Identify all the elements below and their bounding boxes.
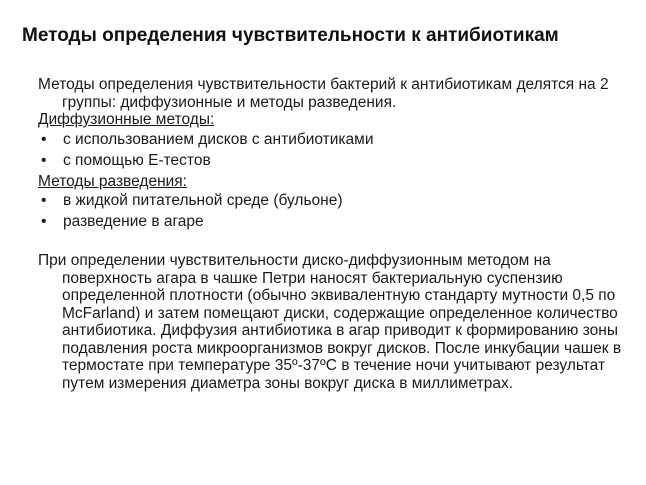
list-item-text: с помощью Е-тестов xyxy=(63,151,211,169)
list-item xyxy=(38,152,628,170)
list-item xyxy=(38,192,628,210)
spacer xyxy=(38,234,628,252)
dilution-methods-list xyxy=(38,192,628,231)
list-item-text: разведение в агаре xyxy=(63,213,204,230)
list-item xyxy=(38,131,628,149)
dilution-methods-heading: Методы разведения: xyxy=(38,172,187,190)
slide-content xyxy=(38,76,628,392)
bullet-icon: • xyxy=(41,130,47,148)
slide-title: Методы определения чувствительности к антибиотикам xyxy=(22,25,559,46)
bullet-icon: • xyxy=(41,213,47,230)
intro-paragraph: Методы определения чувствительности бактерий к антибиотикам делятся на 2 группы: диффузионные и методы разведения. xyxy=(38,76,609,111)
list-item xyxy=(38,213,628,231)
list-item-text: в жидкой питательной среде (бульоне) xyxy=(63,192,343,209)
diffusion-methods-heading: Диффузионные методы: xyxy=(38,111,215,128)
disk-diffusion-description: При определении чувствительности диско-диффузионным методом на поверхность агара в чашке Петри наносят бактериальную суспензию определенной плотности (обычно эквивалентную стандарту мутности 0,5 по McFarland) и затем помещают диски, содержащие определенное количество антибиотика. Диффузия антибиотика в агар приводит к формированию зоны подавления роста микроорганизмов вокруг дисков. После инкубации чашек в термостате при температуре 35º-37ºС в течение ночи учитывают результат путем измерения диаметра зоны вокруг диска в миллиметрах. xyxy=(38,252,622,392)
diffusion-methods-list xyxy=(38,131,628,170)
bullet-icon: • xyxy=(41,192,47,209)
list-item-text: с использованием дисков с антибиотиками xyxy=(63,130,374,148)
bullet-icon: • xyxy=(41,151,47,169)
